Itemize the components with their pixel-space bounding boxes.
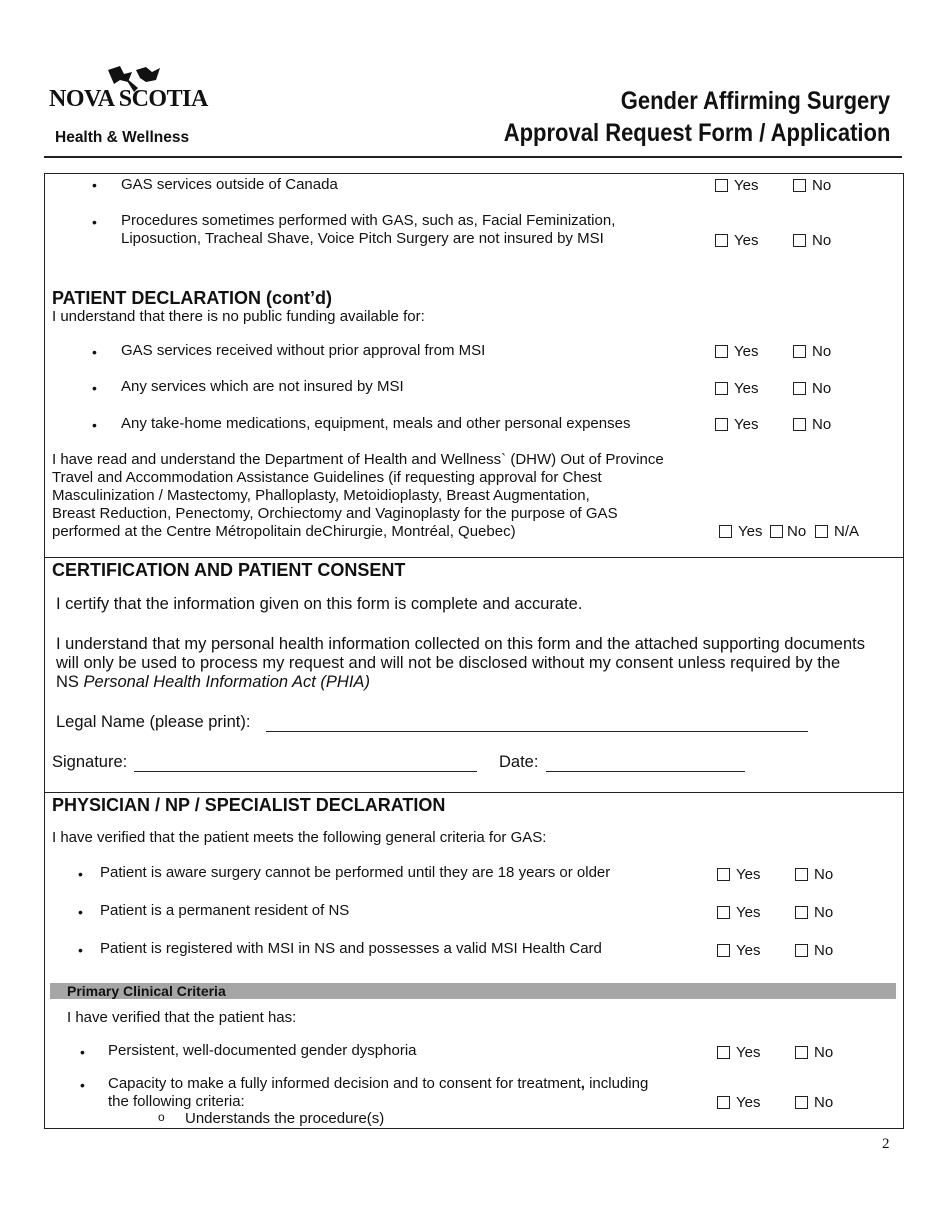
checkbox-square[interactable] [717,906,730,919]
consent-line3 [56,673,370,692]
bullet: • [80,1044,85,1060]
checkbox-yes[interactable]: Yes [717,1044,760,1061]
item-not-insured: Any services which are not insured by MSI [121,378,404,395]
page-number: 2 [882,1136,890,1152]
sub-bullet: o [158,1110,165,1124]
checkbox-square[interactable] [717,1046,730,1059]
criteria-age: Patient is aware surgery cannot be performed until they are 18 years or older [100,864,611,881]
header-rule [44,156,902,158]
checkbox-no[interactable]: No [795,942,833,959]
checkbox-yes[interactable]: Yes [715,232,758,249]
checkbox-square[interactable] [795,944,808,957]
travel-guidelines-line2: Travel and Accommodation Assistance Guidelines (if requesting approval for Chest [52,469,602,486]
checkbox-no[interactable]: No [793,380,831,397]
checkbox-square[interactable] [795,1096,808,1109]
checkbox-yes[interactable]: Yes [717,1094,760,1111]
bullet: • [92,214,97,230]
checkbox-square[interactable] [793,234,806,247]
checkbox-yes[interactable]: Yes [717,866,760,883]
frame-bottom [44,1128,904,1129]
travel-guidelines-line5: performed at the Centre Métropolitain deChirurgie, Montréal, Quebec) [52,523,516,540]
checkbox-yes[interactable]: Yes [717,904,760,921]
certify-statement: I certify that the information given on this form is complete and accurate. [56,595,583,613]
criteria-dysphoria: Persistent, well-documented gender dysphoria [108,1042,417,1059]
signature-input[interactable] [134,755,477,772]
checkbox-square[interactable] [795,1046,808,1059]
checkbox-no[interactable]: No [795,904,833,921]
checkbox-yes[interactable]: Yes [719,523,762,540]
patient-declaration-intro: I understand that there is no public funding available for: [52,308,425,325]
bullet: • [78,942,83,958]
legal-name-label: Legal Name (please print): [56,713,251,731]
checkbox-no[interactable]: No [795,866,833,883]
checkbox-square[interactable] [717,1096,730,1109]
checkbox-square[interactable] [793,345,806,358]
primary-criteria-bar [50,983,896,999]
checkbox-square[interactable] [715,418,728,431]
date-label: Date: [499,753,539,771]
bullet: • [92,177,97,193]
travel-guidelines-line4: Breast Reduction, Penectomy, Orchiectomy and Vaginoplasty for the purpose of GAS [52,505,618,522]
date-input[interactable] [546,755,745,772]
checkbox-square[interactable] [717,944,730,957]
frame-left [44,173,45,1129]
consent-line2: will only be used to process my request and will not be disclosed without my consent unless required by the [56,654,841,672]
legal-name-input[interactable] [266,715,808,732]
item-no-prior-approval: GAS services received without prior approval from MSI [121,342,486,359]
checkbox-square[interactable] [719,525,732,538]
criteria-capacity-line1: Capacity to make a fully informed decision and to consent for treatment, including [108,1075,649,1092]
section-divider [44,792,904,793]
consent-line1: I understand that my personal health information collected on this form and the attached supporting documents [56,635,865,653]
certification-heading: CERTIFICATION AND PATIENT CONSENT [52,560,406,580]
logo-text: NOVA SCOTIA [49,86,208,112]
checkbox-square[interactable] [715,345,728,358]
checkbox-na[interactable]: N/A [815,523,859,540]
bullet: • [80,1077,85,1093]
verified-intro: I have verified that the patient has: [67,1009,297,1026]
frame-top [44,173,904,174]
physician-heading: PHYSICIAN / NP / SPECIALIST DECLARATION [52,795,446,815]
bullet: • [92,417,97,433]
bullet: • [92,344,97,360]
item-take-home: Any take-home medications, equipment, meals and other personal expenses [121,415,631,432]
checkbox-no[interactable]: No [793,177,831,194]
primary-criteria-label: Primary Clinical Criteria [67,983,226,999]
criteria-resident: Patient is a permanent resident of NS [100,902,350,919]
checkbox-yes[interactable]: Yes [715,380,758,397]
consent-act: Personal Health Information Act (PHIA) [83,673,370,691]
checkbox-yes[interactable]: Yes [715,177,758,194]
checkbox-no[interactable]: No [795,1094,833,1111]
criteria-capacity-line2: the following criteria: [108,1093,245,1110]
item-procedures-line2: Liposuction, Tracheal Shave, Voice Pitch Surgery are not insured by MSI [121,230,604,247]
checkbox-yes[interactable]: Yes [715,343,758,360]
department-name: Health & Wellness [55,129,190,146]
checkbox-square[interactable] [815,525,828,538]
frame-right [903,173,904,1129]
travel-guidelines-line1: I have read and understand the Department of Health and Wellness` (DHW) Out of Province [52,451,664,468]
checkbox-square[interactable] [795,906,808,919]
checkbox-yes[interactable]: Yes [717,942,760,959]
checkbox-square[interactable] [793,418,806,431]
checkbox-square[interactable] [715,179,728,192]
checkbox-yes[interactable]: Yes [715,416,758,433]
bullet: • [92,380,97,396]
checkbox-no[interactable]: No [793,343,831,360]
travel-guidelines-line3: Masculinization / Mastectomy, Phalloplasty, Metoidioplasty, Breast Augmentation, [52,487,590,504]
bullet: • [78,904,83,920]
checkbox-square[interactable] [770,525,783,538]
checkbox-no[interactable]: No [770,523,806,540]
checkbox-square[interactable] [795,868,808,881]
patient-declaration-heading: PATIENT DECLARATION (cont’d) [52,288,332,308]
checkbox-no[interactable]: No [793,416,831,433]
checkbox-no[interactable]: No [793,232,831,249]
bullet: • [78,866,83,882]
checkbox-square[interactable] [715,382,728,395]
checkbox-no[interactable]: No [795,1044,833,1061]
item-gas-outside-canada: GAS services outside of Canada [121,176,338,193]
form-title-line1: Gender Affirming Surgery [620,87,890,115]
checkbox-square[interactable] [715,234,728,247]
checkbox-square[interactable] [717,868,730,881]
criteria-msi: Patient is registered with MSI in NS and possesses a valid MSI Health Card [100,940,602,957]
signature-label: Signature: [52,753,128,771]
criteria-understands: Understands the procedure(s) [185,1110,385,1127]
checkbox-square[interactable] [793,382,806,395]
physician-intro: I have verified that the patient meets the following general criteria for GAS: [52,829,547,846]
form-title-line2: Approval Request Form / Application [503,119,890,147]
checkbox-square[interactable] [793,179,806,192]
consent-prefix: NS [56,673,84,691]
section-divider [44,557,904,558]
item-procedures-line1: Procedures sometimes performed with GAS, such as, Facial Feminization, [121,212,616,229]
